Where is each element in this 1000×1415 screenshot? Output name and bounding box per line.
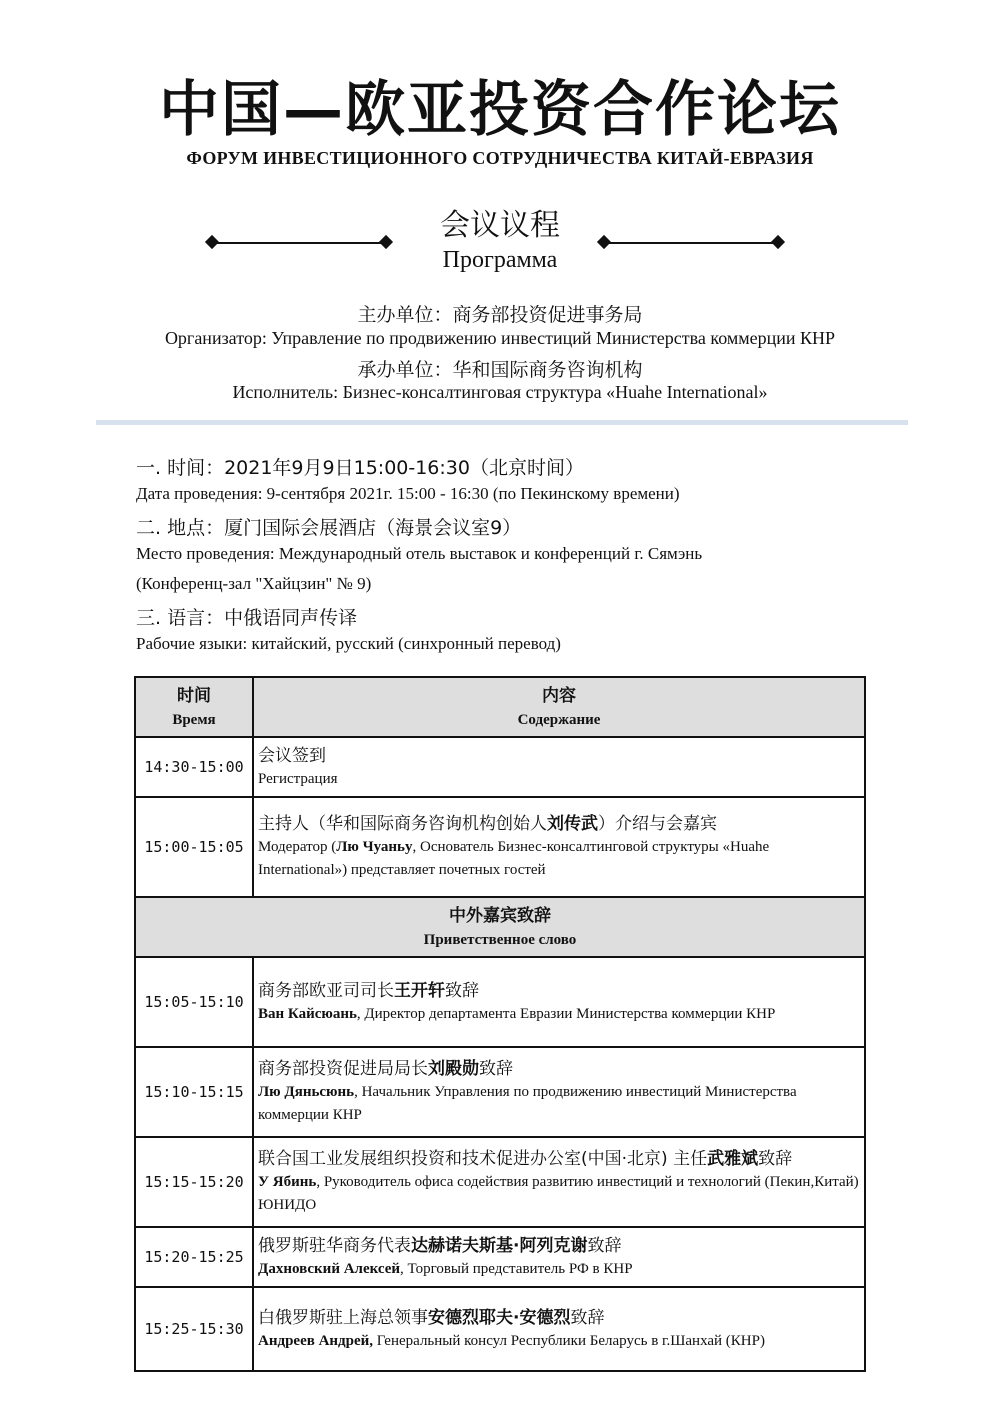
row-content <box>253 737 865 797</box>
place-russian-line1: Место проведения: Международный отель выставок и конференций г. Сямэнь <box>136 544 703 563</box>
time-chinese: 一. 时间：2021年9月9日15:00-16:30（北京时间） <box>136 457 584 479</box>
program-heading-russian: Программа <box>442 247 558 273</box>
row-content <box>253 797 865 897</box>
row-time: 15:25-15:30 <box>135 1287 253 1371</box>
table-header-row <box>135 677 865 737</box>
row-content-cn: 联合国工业发展组织投资和技术促进办公室(中国·北京) 主任武雅斌致辞 <box>258 1149 793 1169</box>
row-content <box>253 1137 865 1227</box>
section-header-row <box>135 897 865 957</box>
row-content-ru: Андреев Андрей, Генеральный консул Республики Беларусь в г.Шанхай (КНР) <box>258 1332 765 1349</box>
row-content-ru: Ван Кайсюань, Директор департамента Евразии Министерства коммерции КНР <box>258 1005 776 1022</box>
place-chinese: 二. 地点：厦门国际会展酒店（海景会议室9） <box>136 517 522 539</box>
row-content <box>253 1287 865 1371</box>
row-content-cn: 主持人（华和国际商务咨询机构创始人刘传武）介绍与会嘉宾 <box>258 814 717 834</box>
row-content-ru: У Ябинь, Руководитель офиса содействия развитию инвестиций и технологий (Пекин,Китай) ЮНИДО <box>258 1174 859 1213</box>
program-heading-chinese: 会议议程 <box>440 208 560 243</box>
section-header-cn: 中外嘉宾致辞 <box>449 906 551 926</box>
row-content-cn: 俄罗斯驻华商务代表达赫诺夫斯基·阿列克谢致辞 <box>258 1235 622 1256</box>
host-chinese: 主办单位：商务部投资促进事务局 <box>357 304 643 326</box>
row-content-ru: Модератор (Лю Чуаньу, Основатель Бизнес-консалтинговой структуры «Huahe International») представляет почетных гостей <box>258 839 770 878</box>
row-time: 15:15-15:20 <box>135 1137 253 1227</box>
agenda-table <box>134 676 866 1372</box>
content-header-cn: 内容 <box>542 686 576 706</box>
content-column-header <box>253 677 865 737</box>
row-time: 15:10-15:15 <box>135 1047 253 1137</box>
row-time: 15:20-15:25 <box>135 1227 253 1287</box>
content-header-ru: Содержание <box>517 712 601 728</box>
forum-title-chinese: 中国—欧亚投资合作论坛 <box>159 75 841 145</box>
place-russian-line2: (Конференц-зал "Хайцзин" № 9) <box>136 574 372 593</box>
time-header-cn: 时间 <box>177 686 211 706</box>
time-header-ru: Время <box>172 712 216 728</box>
table-row <box>135 797 865 897</box>
executor-russian: Исполнитель: Бизнес-консалтинговая структура «Huahe International» <box>232 382 768 402</box>
row-content-cn: 会议签到 <box>258 745 326 766</box>
row-content-ru: Лю Дяньсюнь, Начальник Управления по продвижению инвестиций Министерства коммерции КНР <box>258 1084 797 1123</box>
row-content <box>253 1047 865 1137</box>
row-content-ru: Регистрация <box>258 770 338 787</box>
table-row <box>135 1047 865 1137</box>
time-column-header <box>135 677 253 737</box>
table-row <box>135 1227 865 1287</box>
row-content-cn: 商务部投资促进局局长刘殿勋致辞 <box>258 1059 513 1079</box>
row-time: 14:30-15:00 <box>135 737 253 797</box>
row-content-ru: Дахновский Алексей, Торговый представитель РФ в КНР <box>258 1260 633 1277</box>
section-separator <box>96 420 908 425</box>
row-time: 15:00-15:05 <box>135 797 253 897</box>
row-content-cn: 商务部欧亚司司长王开轩致辞 <box>258 980 479 1001</box>
language-chinese: 三. 语言：中俄语同声传译 <box>136 607 358 629</box>
section-header <box>135 897 865 957</box>
row-content <box>253 1227 865 1287</box>
table-row <box>135 1137 865 1227</box>
row-content-cn: 白俄罗斯驻上海总领事安德烈耶夫·安德烈致辞 <box>258 1307 605 1328</box>
time-russian: Дата проведения: 9-сентября 2021г. 15:00 - 16:30 (по Пекинскому времени) <box>136 484 680 503</box>
row-time: 15:05-15:10 <box>135 957 253 1047</box>
executor-chinese: 承办单位：华和国际商务咨询机构 <box>357 359 643 381</box>
forum-title-russian: ФОРУМ ИНВЕСТИЦИОННОГО СОТРУДНИЧЕСТВА КИТАЙ-ЕВРАЗИЯ <box>186 148 814 168</box>
host-russian: Организатор: Управление по продвижению инвестиций Министерства коммерции КНР <box>164 328 836 348</box>
table-row <box>135 737 865 797</box>
table-row <box>135 1287 865 1371</box>
row-content <box>253 957 865 1047</box>
language-russian: Рабочие языки: китайский, русский (синхронный перевод) <box>136 634 561 653</box>
section-header-ru: Приветственное слово <box>423 932 577 948</box>
table-row <box>135 957 865 1047</box>
